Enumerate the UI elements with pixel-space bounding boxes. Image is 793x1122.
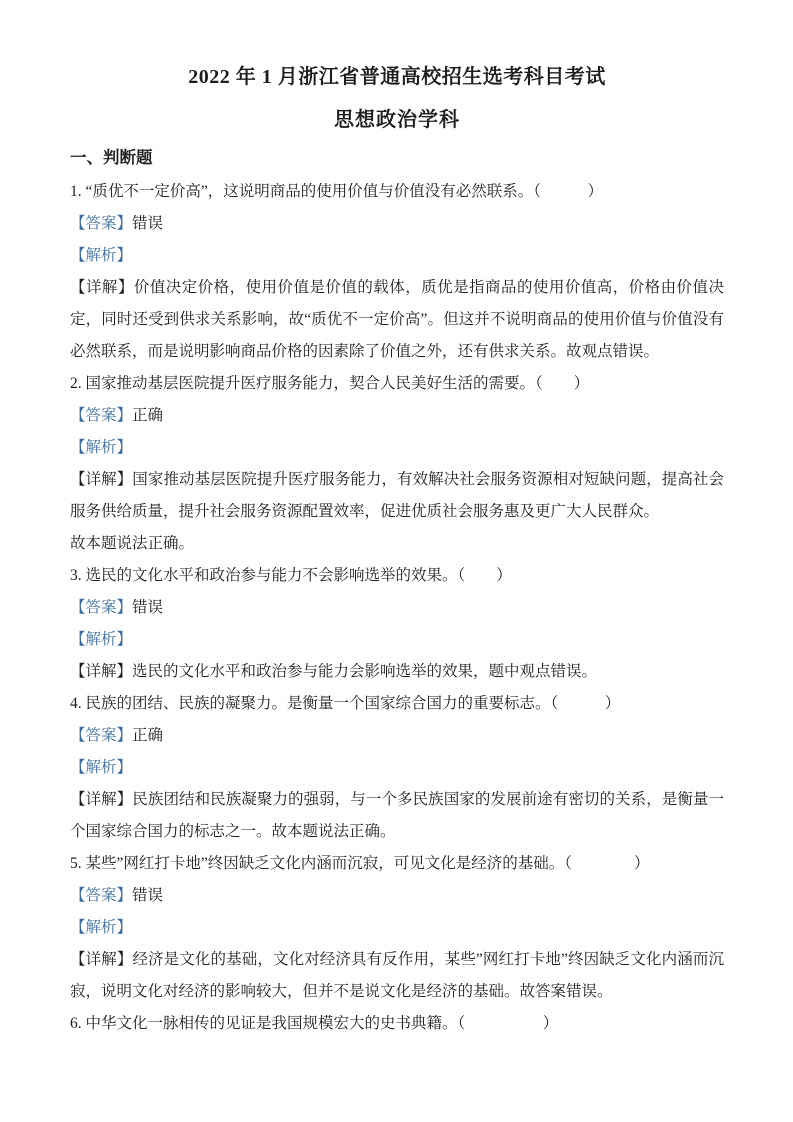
detail-paragraph	[70, 272, 724, 368]
question-stem	[70, 560, 724, 592]
detail-paragraph	[70, 656, 724, 688]
doc-title-line2: 思想政治学科	[334, 109, 460, 131]
analysis-label: 【解析】	[70, 919, 133, 936]
question-block	[70, 688, 724, 848]
question-stem	[70, 368, 724, 400]
analysis-label: 【解析】	[70, 247, 133, 264]
answer-line	[70, 400, 724, 432]
question-stem	[70, 1008, 724, 1040]
detail-paragraph	[70, 784, 724, 848]
detail-label: 【详解】	[70, 663, 133, 680]
analysis-line	[70, 240, 724, 272]
detail-text: 价值决定价格，使用价值是价值的载体，质优是指商品的使用价值高，价格由价值决定，同时还受到供求关系影响，故“质优不一定价高”。但这并不说明商品的使用价值与价值没有必然联系，而是说明影响商品价格的因素除了价值之外，还有供求关系。故观点错误。	[70, 279, 724, 360]
question-block	[70, 176, 724, 368]
section-heading: 一、判断题	[70, 148, 153, 167]
answer-label: 【答案】	[70, 599, 133, 616]
analysis-label: 【解析】	[70, 439, 133, 456]
detail-label: 【详解】	[70, 279, 134, 296]
detail-label: 【详解】	[70, 951, 133, 968]
answer-label: 【答案】	[70, 215, 133, 232]
detail-paragraph	[70, 944, 724, 1008]
answer-value: 正确	[132, 727, 164, 744]
question-stem-text: 3. 选民的文化水平和政治参与能力不会影响选举的效果。（ ）	[70, 567, 512, 584]
question-stem	[70, 688, 724, 720]
answer-label: 【答案】	[70, 407, 133, 424]
answer-line	[70, 592, 724, 624]
answer-value: 错误	[132, 599, 164, 616]
question-stem-text: 4. 民族的团结、民族的凝聚力。是衡量一个国家综合国力的重要标志。（ ）	[70, 695, 621, 712]
detail-text: 民族团结和民族凝聚力的强弱，与一个多民族国家的发展前途有密切的关系，是衡量一个国家综合国力的标志之一。故本题说法正确。	[70, 791, 724, 840]
detail-label: 【详解】	[70, 471, 133, 488]
question-stem-text: 6. 中华文化一脉相传的见证是我国规模宏大的史书典籍。（ ）	[70, 1015, 559, 1032]
answer-value: 正确	[132, 407, 164, 424]
question-block	[70, 1008, 724, 1040]
analysis-label: 【解析】	[70, 631, 133, 648]
question-stem-text: 1. “质优不一定价高”，这说明商品的使用价值与价值没有必然联系。（ ）	[70, 183, 604, 200]
question-stem	[70, 176, 724, 208]
detail-text: 国家推动基层医院提升医疗服务能力，有效解决社会服务资源相对短缺问题，提高社会服务供给质量，提升社会服务资源配置效率，促进优质社会服务惠及更广大人民群众。	[70, 471, 724, 520]
answer-value: 错误	[132, 887, 164, 904]
questions-list	[70, 176, 724, 1040]
analysis-line	[70, 432, 724, 464]
answer-line	[70, 720, 724, 752]
analysis-line	[70, 752, 724, 784]
detail-text: 经济是文化的基础，文化对经济具有反作用，某些”网红打卡地”终因缺乏文化内涵而沉寂，说明文化对经济的影响较大，但并不是说文化是经济的基础。故答案错误。	[70, 951, 724, 1000]
question-stem-text: 5. 某些”网红打卡地”终因缺乏文化内涵而沉寂，可见文化是经济的基础。（ ）	[70, 855, 650, 872]
detail-paragraph	[70, 464, 724, 528]
doc-title-line1: 2022 年 1 月浙江省普通高校招生选考科目考试	[188, 66, 606, 88]
question-block	[70, 848, 724, 1008]
detail-note: 故本题说法正确。	[70, 535, 195, 552]
analysis-label: 【解析】	[70, 759, 133, 776]
answer-line	[70, 880, 724, 912]
question-block	[70, 560, 724, 688]
answer-label: 【答案】	[70, 727, 133, 744]
question-stem-text: 2. 国家推动基层医院提升医疗服务能力，契合人民美好生活的需要。（ ）	[70, 375, 590, 392]
question-stem	[70, 848, 724, 880]
answer-label: 【答案】	[70, 887, 133, 904]
detail-text: 选民的文化水平和政治参与能力会影响选举的效果，题中观点错误。	[132, 663, 598, 680]
analysis-line	[70, 912, 724, 944]
detail-label: 【详解】	[70, 791, 133, 808]
answer-line	[70, 208, 724, 240]
analysis-line	[70, 624, 724, 656]
question-block	[70, 368, 724, 560]
answer-value: 错误	[132, 215, 164, 232]
